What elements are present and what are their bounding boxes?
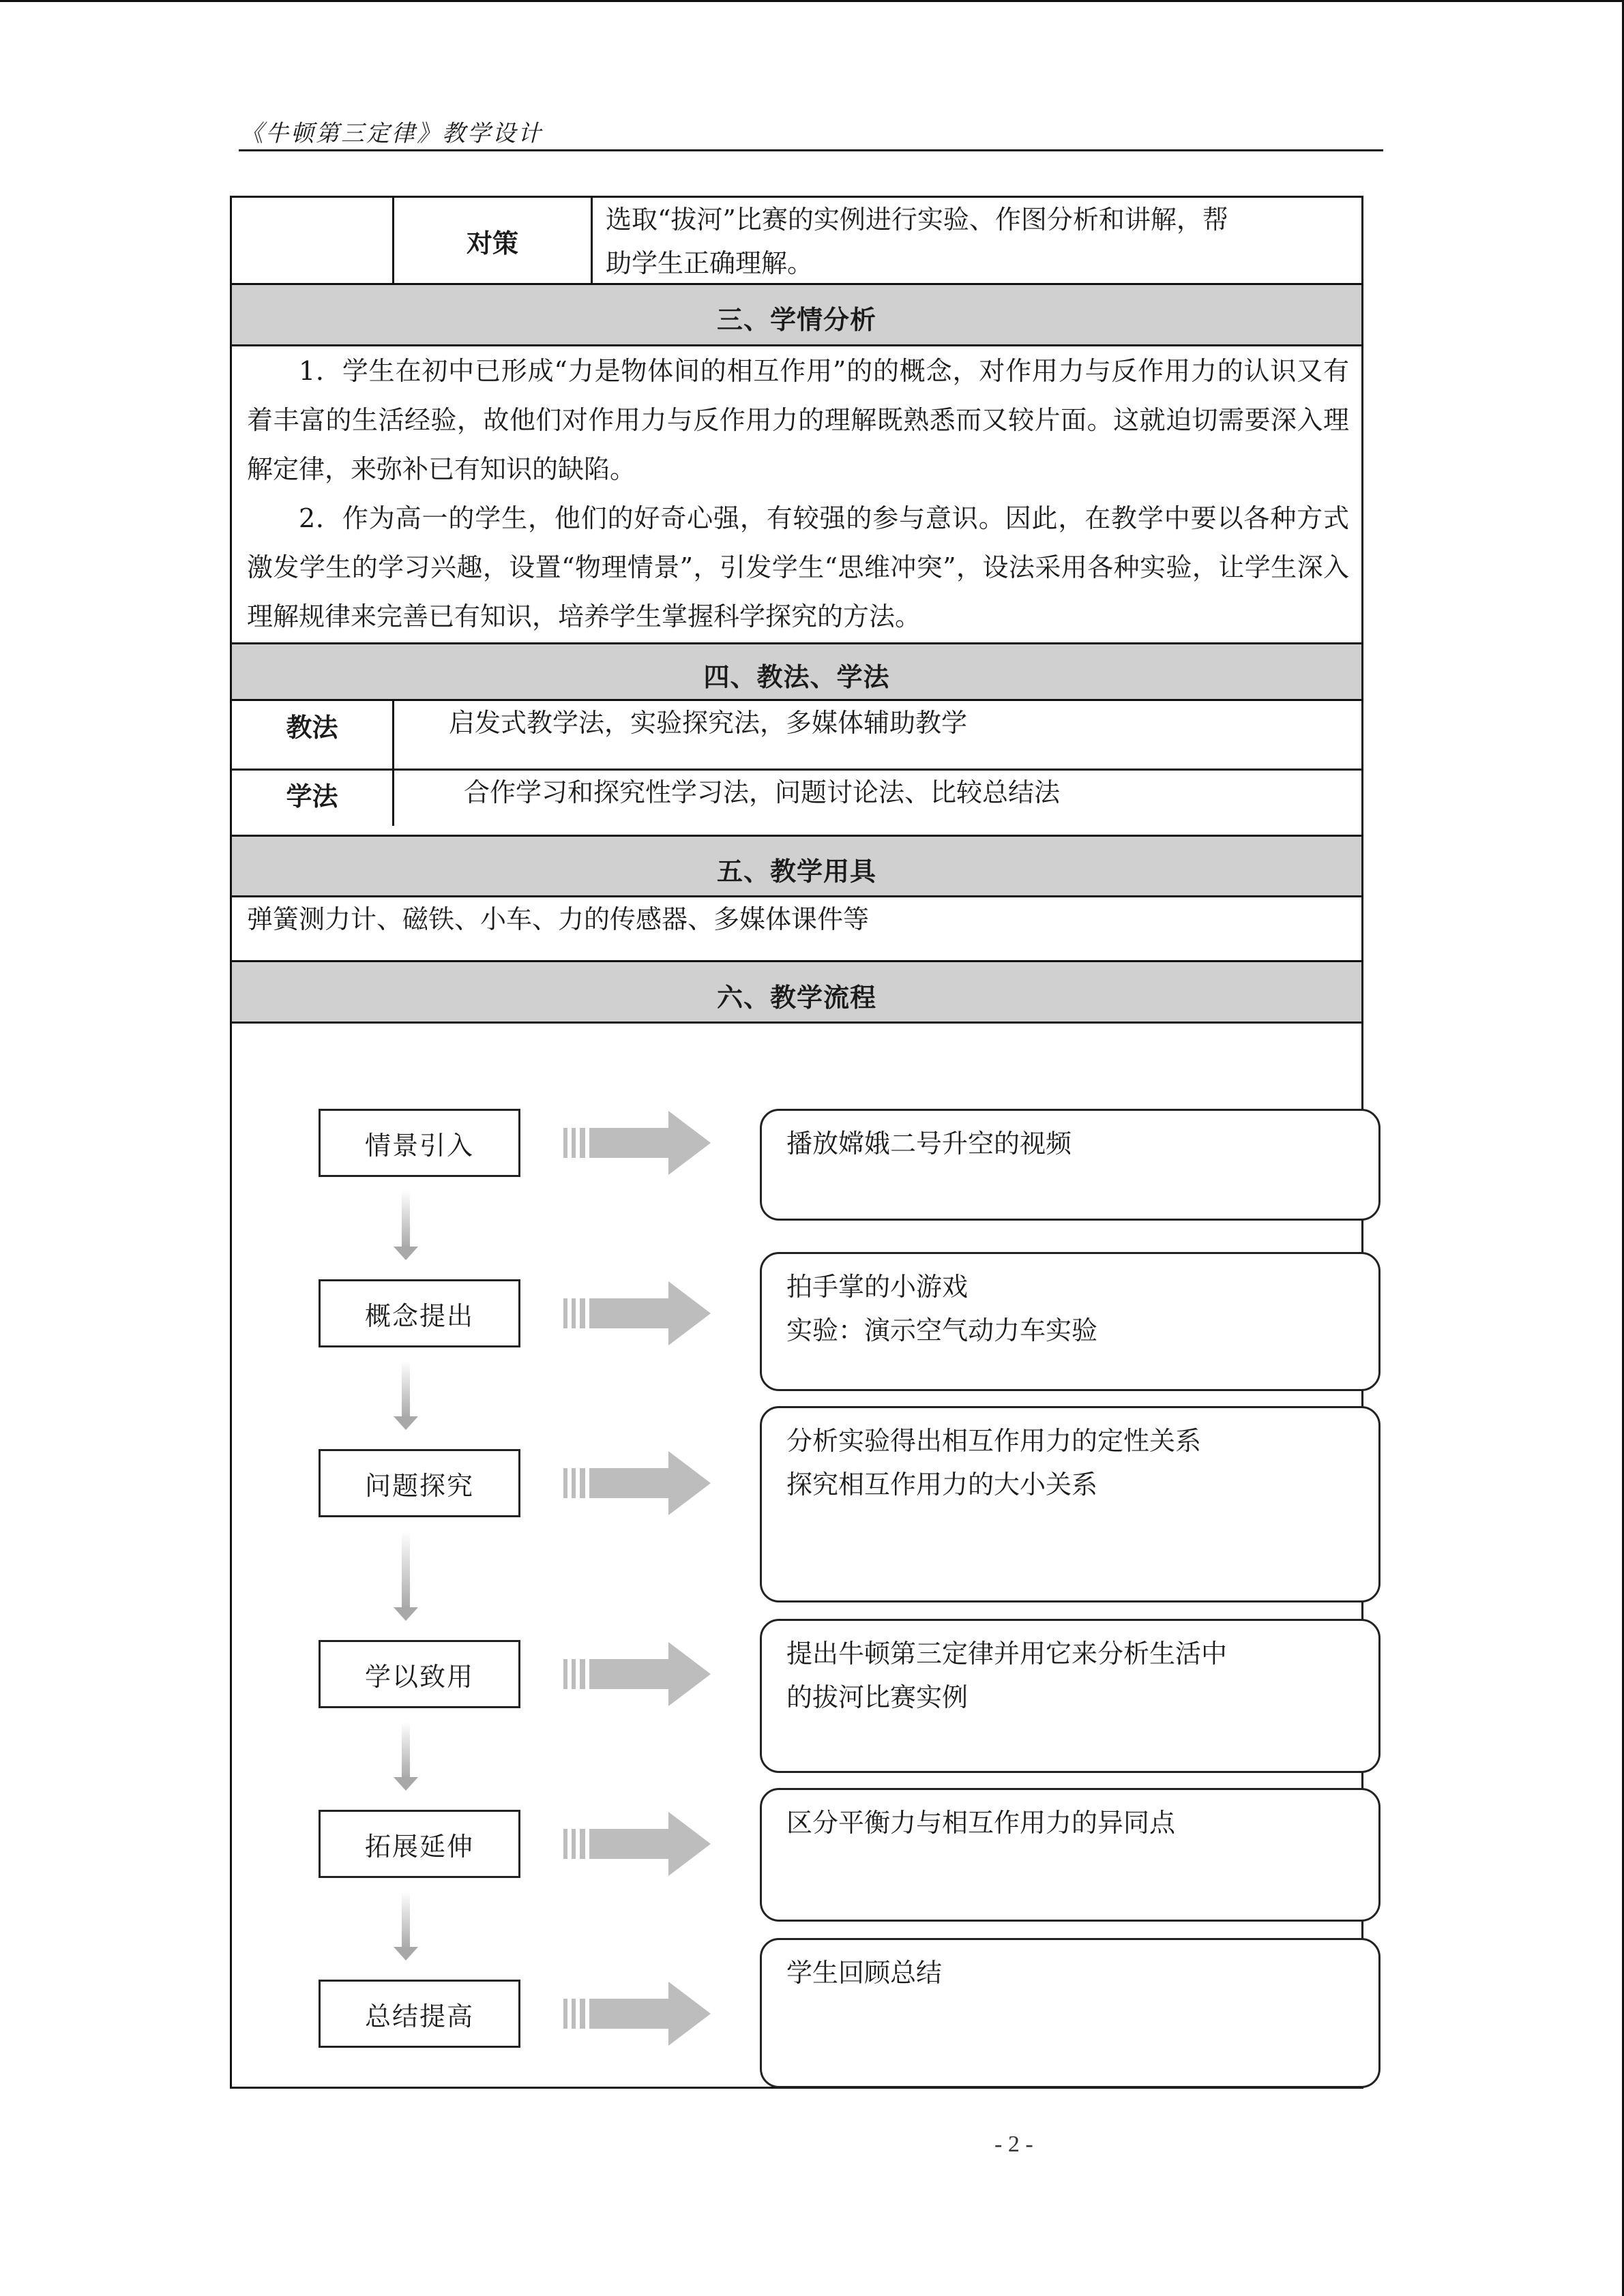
right-arrow-icon [563, 1111, 711, 1175]
detail-line: 拍手掌的小游戏 [786, 1272, 969, 1302]
section3-paragraph-1: 1．学生在初中已形成“力是物体间的相互作用”的的概念，对作用力与反作用力的认识又有着丰富的生活经验，故他们对作用力与反作用力的理解既熟悉而又较片面。这就迫切需要深入理解定律，来弥补已有知识的缺陷。 [247, 356, 1349, 484]
right-arrow-icon [563, 1281, 711, 1345]
learning-method-text: 合作学习和探究性学习法，问题讨论法、比较总结法 [464, 777, 1061, 807]
strategy-label: 对策 [466, 228, 518, 258]
strategy-line: 助学生正确理解。 [606, 248, 814, 278]
flow-step-extension: 拓展延伸 [319, 1810, 520, 1878]
right-arrow-icon [563, 1982, 711, 2046]
detail-line: 提出牛顿第三定律并用它来分析生活中 [786, 1639, 1228, 1669]
detail-line: 播放嫦娥二号升空的视频 [786, 1129, 1072, 1159]
flow-detail-4 [760, 1619, 1381, 1773]
detail-line: 分析实验得出相互作用力的定性关系 [786, 1426, 1202, 1456]
page-header-title: 《牛顿第三定律》教学设计 [240, 120, 543, 147]
detail-line: 探究相互作用力的大小关系 [786, 1470, 1098, 1500]
right-arrow-icon [563, 1451, 711, 1515]
down-arrow-icon [394, 1892, 418, 1960]
flow-step-application: 学以致用 [319, 1640, 520, 1708]
page-number [994, 2132, 1033, 2158]
flow-detail-6 [760, 1938, 1381, 2088]
detail-line: 学生回顾总结 [786, 1958, 943, 1988]
strategy-line: 选取“拔河”比赛的实例进行实验、作图分析和讲解，帮 [606, 205, 1228, 235]
right-arrow-icon [563, 1812, 711, 1876]
down-arrow-icon [394, 1191, 418, 1260]
section3-paragraph-2: 2．作为高一的学生，他们的好奇心强，有较强的参与意识。因此，在教学中要以各种方式激发学生的学习兴趣，设置“物理情景”，引发学生“思维冲突”，设法采用各种实验，让学生深入理解规律来完善已有知识，培养学生掌握科学探究的方法。 [247, 503, 1349, 631]
section6-title: 六、教学流程 [716, 982, 876, 1013]
flow-detail-2 [760, 1252, 1381, 1391]
right-arrow-icon [563, 1642, 711, 1706]
down-arrow-icon [394, 1361, 418, 1430]
page-number-text: - 2 - [994, 2132, 1033, 2157]
flow-step-inquiry: 问题探究 [319, 1449, 520, 1517]
flow-step-concept: 概念提出 [319, 1279, 520, 1347]
flow-detail-3 [760, 1406, 1381, 1602]
teaching-method-text: 启发式教学法，实验探究法，多媒体辅助教学 [449, 708, 968, 738]
teaching-method-label: 教法 [286, 712, 338, 743]
flow-step-summary: 总结提高 [319, 1980, 520, 2048]
section3-title: 三、学情分析 [716, 304, 876, 335]
learning-method-label: 学法 [286, 781, 338, 811]
detail-line: 的拔河比赛实例 [786, 1682, 969, 1712]
detail-line: 区分平衡力与相互作用力的异同点 [786, 1808, 1176, 1838]
down-arrow-icon [394, 1722, 418, 1791]
flow-detail-1 [760, 1109, 1381, 1221]
detail-line: 实验：演示空气动力车实验 [786, 1315, 1098, 1345]
tools-text: 弹簧测力计、磁铁、小车、力的传感器、多媒体课件等 [247, 904, 870, 934]
flow-step-scenario-intro: 情景引入 [319, 1109, 520, 1177]
section4-title: 四、教法、学法 [703, 661, 890, 692]
down-arrow-icon [394, 1531, 418, 1621]
section5-title: 五、教学用具 [716, 856, 876, 886]
flow-detail-5 [760, 1788, 1381, 1922]
